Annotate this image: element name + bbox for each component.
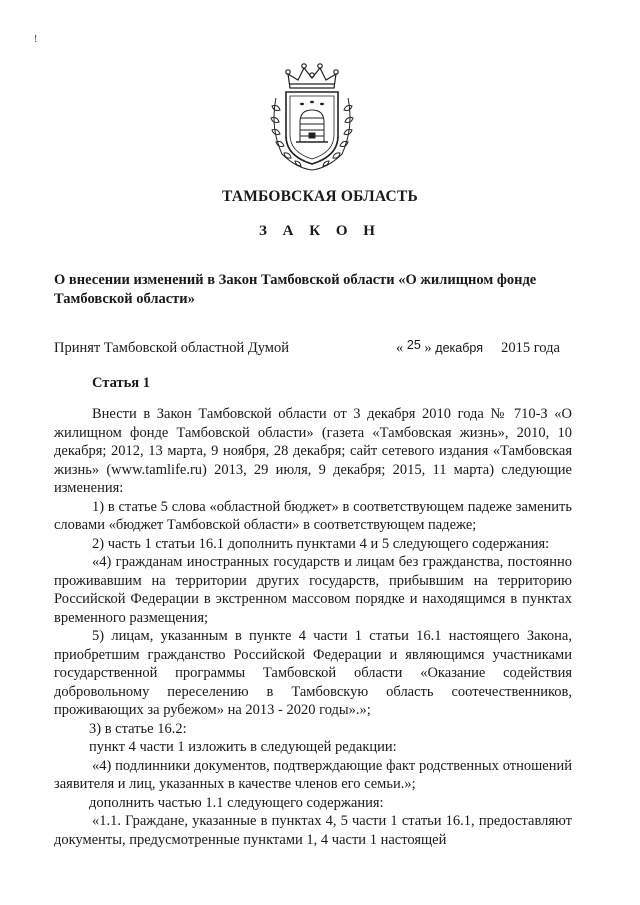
law-title-line: О внесении изменений в Закон Тамбовской области «О жилищном фонде — [54, 272, 537, 288]
paragraph: 1) в статье 5 слова «областной бюджет» в соответствующем падеже заменить словами «бюджет Тамбовской области» в соответствующем падеже; — [54, 498, 572, 533]
corner-mark: ! — [34, 34, 38, 45]
paragraph: пункт 4 части 1 изложить в следующей редакции: — [89, 739, 397, 755]
paragraph: 5) лицам, указанным в пункте 4 части 1 статьи 16.1 настоящего Закона, приобретшим гражданство Российской Федерации и являющимся участниками государственной программы Тамбовской области «Оказание содействия добровольному переселению в Тамбовскую область соотечественников, проживающих за рубежом» на 2013 - 2020 годы».»; — [54, 628, 572, 718]
paragraph: 3) в статье 16.2: — [89, 720, 187, 737]
adoption-line — [54, 340, 584, 357]
coat-of-arms-emblem — [262, 58, 362, 176]
adoption-year: 2015 года — [501, 340, 560, 356]
law-title — [54, 271, 584, 309]
region-heading: ТАМБОВСКАЯ ОБЛАСТЬ — [222, 188, 418, 205]
document-type-heading: З А К О Н — [259, 223, 381, 239]
quote-open: « — [396, 340, 404, 356]
adoption-date — [396, 340, 560, 357]
paragraph: «1.1. Граждане, указанные в пунктах 4, 5 части 1 статьи 16.1, предоставляют документы, предусмотренные пунктами 1, 4 части 1 настоящей — [54, 813, 572, 848]
adoption-day: 25 — [406, 338, 421, 352]
quote-close: » — [424, 340, 432, 356]
paragraph: «4) подлинники документов, подтверждающие факт родственных отношений заявителя и лиц, указанных в качестве членов его семьи.»; — [54, 757, 572, 792]
paragraph: Внести в Закон Тамбовской области от 3 декабря 2010 года № 710-З «О жилищном фонде Тамбовской области» (газета «Тамбовская жизнь», 2010, 10 декабря; 2012, 13 марта, 9 ноября, 28 декабря; сайт сетевого издания «Тамбовская жизнь» (www.tamlife.ru) 2013, 29 июля, 9 декабря; 2015, 11 марта) следующие изменения: — [54, 406, 572, 496]
adoption-month: декабря — [435, 341, 483, 355]
paragraph: «4) гражданам иностранных государств и лицам без гражданства, постоянно проживавшим на территории других государств, прибывшим на территорию Российской Федерации в экстренном массовом порядке и находящимся в пунктах временного размещения; — [54, 554, 572, 626]
article-heading: Статья 1 — [92, 375, 150, 391]
article-body — [54, 405, 572, 849]
adopted-by-text: Принят Тамбовской областной Думой — [54, 340, 289, 356]
paragraph: дополнить частью 1.1 следующего содержания: — [89, 794, 384, 811]
paragraph: 2) часть 1 статьи 16.1 дополнить пунктами 4 и 5 следующего содержания: — [92, 535, 550, 552]
law-title-line: Тамбовской области» — [54, 291, 195, 307]
